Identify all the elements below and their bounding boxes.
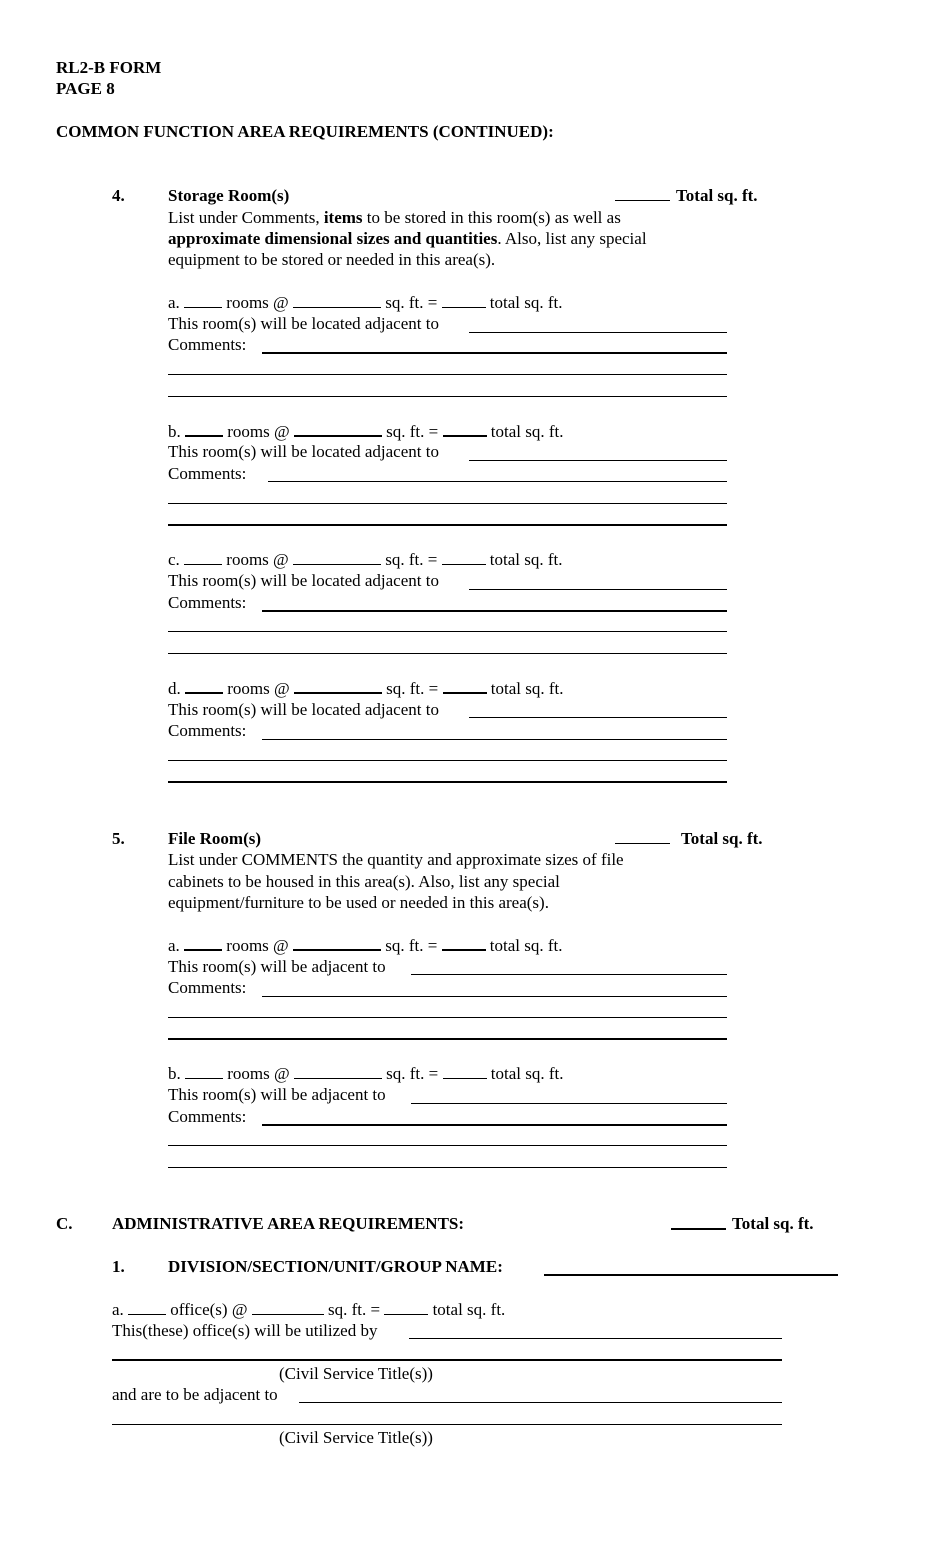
total-label: total sq. ft. (489, 936, 563, 955)
storage-entry-c-adjacent-label: This room(s) will be located adjacent to (168, 571, 439, 590)
entry-letter: a. (112, 1300, 124, 1319)
file-title: File Room(s) (168, 829, 262, 848)
storage-entry-d-adjacent-label: This room(s) will be located adjacent to (168, 700, 439, 719)
storage-desc-line-1: List under Comments, items to be stored in this room(s) as well as (168, 208, 621, 227)
storage-total-label: Total sq. ft. (676, 186, 758, 205)
total-field[interactable] (442, 549, 486, 565)
file-desc-line-3: equipment/furniture to be used or needed in this area(s). (168, 893, 549, 912)
total-field[interactable] (443, 420, 487, 437)
file-entry-b-comments-line-3[interactable] (168, 1167, 727, 1168)
sqft-label: sq. ft. = (385, 293, 438, 312)
total-label: total sq. ft. (432, 1300, 506, 1319)
sqft-label: sq. ft. = (385, 550, 438, 569)
storage-entry-d-comments-label: Comments: (168, 721, 247, 740)
office-count-field[interactable] (128, 1299, 166, 1315)
office-line (112, 1299, 505, 1320)
rooms-label: rooms @ (227, 422, 290, 441)
storage-entry-c-comments-line-3[interactable] (168, 653, 727, 654)
storage-entry-d-comments-line-3[interactable] (168, 781, 727, 783)
storage-desc-line-2: approximate dimensional sizes and quantities. Also, list any special (168, 229, 647, 248)
rooms-label: rooms @ (226, 293, 289, 312)
storage-entry-d-comments-field[interactable] (262, 739, 727, 740)
sqft-label: sq. ft. = (327, 1300, 381, 1319)
sqft-field[interactable] (293, 549, 381, 565)
storage-entry-a-adjacent-field[interactable] (469, 332, 727, 333)
utilized-by-field-line-2[interactable] (112, 1359, 782, 1361)
sqft-label: sq. ft. = (386, 1064, 439, 1083)
adjacent-to-label: and are to be adjacent to (112, 1385, 278, 1404)
adjacent-to-field[interactable] (299, 1402, 782, 1403)
total-label: total sq. ft. (490, 1064, 564, 1083)
rooms-count-field[interactable] (184, 934, 222, 951)
total-field[interactable] (442, 934, 486, 951)
file-entry-b-line (168, 1063, 563, 1084)
file-entry-b-adjacent-label: This room(s) will be adjacent to (168, 1085, 386, 1104)
rooms-label: rooms @ (227, 1064, 290, 1083)
storage-entry-a-adjacent-label: This room(s) will be located adjacent to (168, 314, 439, 333)
section-title: COMMON FUNCTION AREA REQUIREMENTS (CONTINUED): (56, 122, 554, 141)
file-number: 5. (112, 829, 125, 848)
storage-entry-b-line (168, 420, 563, 442)
entry-letter: c. (168, 550, 180, 569)
rooms-count-field[interactable] (185, 420, 223, 437)
total-field[interactable] (442, 292, 486, 308)
file-entry-a-comments-line-3[interactable] (168, 1038, 727, 1040)
rooms-count-field[interactable] (184, 549, 222, 565)
file-total-field[interactable] (615, 828, 670, 849)
storage-entry-b-comments-field[interactable] (268, 481, 727, 482)
file-entry-b-comments-line-2[interactable] (168, 1145, 727, 1146)
storage-entry-d-comments-line-2[interactable] (168, 760, 727, 761)
total-label: total sq. ft. (490, 679, 564, 698)
entry-letter: d. (168, 679, 181, 698)
storage-entry-a-comments-line-3[interactable] (168, 396, 727, 397)
sqft-field[interactable] (293, 934, 381, 951)
storage-total-field[interactable] (615, 185, 670, 206)
file-desc-line-2: cabinets to be housed in this area(s). Also, list any special (168, 872, 560, 891)
division-name-field[interactable] (544, 1274, 838, 1276)
civil-service-title-caption-2: (Civil Service Title(s)) (279, 1428, 433, 1447)
storage-entry-c-comments-label: Comments: (168, 593, 247, 612)
total-label: total sq. ft. (489, 293, 563, 312)
entry-letter: b. (168, 1064, 181, 1083)
total-field[interactable] (443, 677, 487, 694)
office-total-field[interactable] (384, 1299, 428, 1315)
entry-letter: a. (168, 293, 180, 312)
form-id: RL2-B FORM (56, 58, 162, 77)
file-entry-a-comments-line-2[interactable] (168, 1017, 727, 1018)
admin-total-label: Total sq. ft. (732, 1214, 814, 1233)
file-total-label: Total sq. ft. (681, 829, 763, 848)
rooms-label: rooms @ (226, 936, 289, 955)
storage-entry-b-comments-label: Comments: (168, 464, 247, 483)
admin-total-field[interactable] (671, 1213, 726, 1235)
offices-label: office(s) @ (170, 1300, 248, 1319)
rooms-label: rooms @ (226, 550, 289, 569)
storage-entry-b-comments-line-2[interactable] (168, 503, 727, 504)
storage-entry-b-adjacent-field[interactable] (469, 460, 727, 461)
storage-entry-a-comments-field[interactable] (262, 352, 727, 354)
storage-entry-c-adjacent-field[interactable] (469, 589, 727, 590)
file-entry-a-comments-label: Comments: (168, 978, 247, 997)
rooms-count-field[interactable] (185, 677, 223, 694)
storage-entry-b-comments-line-3[interactable] (168, 524, 727, 526)
entry-letter: a. (168, 936, 180, 955)
utilized-by-field[interactable] (409, 1338, 782, 1339)
total-label: total sq. ft. (490, 422, 564, 441)
sqft-field[interactable] (294, 677, 382, 694)
division-title: DIVISION/SECTION/UNIT/GROUP NAME: (168, 1257, 503, 1276)
rooms-count-field[interactable] (185, 1063, 223, 1079)
admin-title: ADMINISTRATIVE AREA REQUIREMENTS: (112, 1214, 465, 1233)
sqft-label: sq. ft. = (386, 422, 439, 441)
storage-desc-line-3: equipment to be stored or needed in this area(s). (168, 250, 496, 269)
file-entry-a-line (168, 934, 563, 956)
storage-number: 4. (112, 186, 125, 205)
storage-entry-a-line (168, 292, 563, 313)
civil-service-title-caption-1: (Civil Service Title(s)) (279, 1364, 433, 1383)
storage-entry-c-comments-field[interactable] (262, 610, 727, 612)
office-sqft-field[interactable] (252, 1299, 324, 1315)
sqft-field[interactable] (294, 420, 382, 437)
sqft-label: sq. ft. = (385, 936, 438, 955)
entry-letter: b. (168, 422, 181, 441)
file-entry-b-comments-label: Comments: (168, 1107, 247, 1126)
utilized-by-label: This(these) office(s) will be utilized by (112, 1321, 378, 1340)
rooms-count-field[interactable] (184, 292, 222, 308)
storage-entry-d-adjacent-field[interactable] (469, 717, 727, 718)
sqft-field[interactable] (294, 1063, 382, 1079)
storage-entry-a-comments-line-2[interactable] (168, 374, 727, 375)
file-desc-line-1: List under COMMENTS the quantity and approximate sizes of file (168, 850, 624, 869)
storage-entry-c-line (168, 549, 563, 570)
storage-entry-b-adjacent-label: This room(s) will be located adjacent to (168, 442, 439, 461)
file-entry-b-comments-field[interactable] (262, 1124, 727, 1126)
storage-entry-a-comments-label: Comments: (168, 335, 247, 354)
adjacent-to-field-line-2[interactable] (112, 1424, 782, 1425)
rooms-label: rooms @ (227, 679, 290, 698)
total-field[interactable] (443, 1063, 487, 1079)
file-entry-a-adjacent-field[interactable] (411, 974, 727, 975)
page-number: PAGE 8 (56, 79, 115, 98)
file-entry-a-comments-field[interactable] (262, 996, 727, 997)
total-label: total sq. ft. (489, 550, 563, 569)
division-number: 1. (112, 1257, 125, 1276)
admin-letter: C. (56, 1214, 73, 1233)
sqft-label: sq. ft. = (386, 679, 439, 698)
file-entry-a-adjacent-label: This room(s) will be adjacent to (168, 957, 386, 976)
file-entry-b-adjacent-field[interactable] (411, 1103, 727, 1104)
storage-entry-d-line (168, 677, 563, 699)
sqft-field[interactable] (293, 292, 381, 308)
storage-entry-c-comments-line-2[interactable] (168, 631, 727, 632)
storage-title: Storage Room(s) (168, 186, 290, 205)
